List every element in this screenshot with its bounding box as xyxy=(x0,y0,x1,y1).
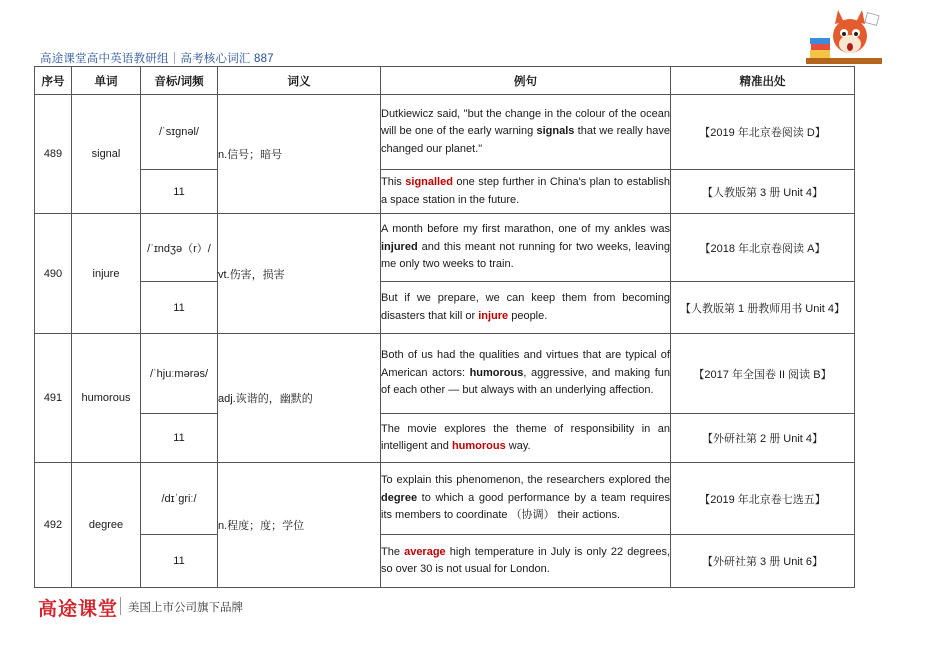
entry-phonetic: /ˈhjuːmərəs/ xyxy=(141,334,218,414)
example-sentence: The average high temperature in July is only 22 degrees, so over 30 is not usual for London. xyxy=(381,535,671,588)
column-header: 词义 xyxy=(218,67,381,95)
column-header: 单词 xyxy=(72,67,141,95)
example-sentence: Dutkiewicz said, "but the change in the colour of the ocean will be one of the early warning signals that we really have changed our planet." xyxy=(381,95,671,170)
table-row xyxy=(35,334,855,414)
table-header-row xyxy=(35,67,855,95)
column-header: 音标/词频 xyxy=(141,67,218,95)
table-row xyxy=(35,170,855,214)
mascot-illustration xyxy=(806,8,882,72)
table-row xyxy=(35,535,855,588)
keyword-highlight: injure xyxy=(478,309,509,322)
entry-word: signal xyxy=(72,95,141,214)
entry-meaning: n.程度；度；学位 xyxy=(218,463,381,588)
example-source: 【人教版第 1 册教师用书 Unit 4】 xyxy=(671,282,855,334)
example-sentence: Both of us had the qualities and virtues that are typical of American actors: humorous, aggressive, and making fun of each other — but always with an underlying affection. xyxy=(381,334,671,414)
brand-tagline: 美国上市公司旗下品牌 xyxy=(128,602,243,614)
entry-frequency: 11 xyxy=(141,282,218,334)
table-row xyxy=(35,214,855,282)
keyword: signals xyxy=(536,125,575,138)
entry-number: 492 xyxy=(35,463,72,588)
keyword-highlight: humorous xyxy=(451,440,506,452)
entry-meaning: adj.诙谐的，幽默的 xyxy=(218,334,381,463)
column-header: 例句 xyxy=(381,67,671,95)
entry-meaning: n.信号；暗号 xyxy=(218,95,381,214)
keyword: humorous xyxy=(469,366,524,379)
entry-phonetic: /ˈɪndʒə（r）/ xyxy=(141,214,218,282)
example-source: 【2018 年北京卷阅读 A】 xyxy=(671,214,855,282)
table-row xyxy=(35,95,855,170)
column-header: 精准出处 xyxy=(671,67,855,95)
keyword-highlight: signalled xyxy=(405,176,453,188)
column-header: 序号 xyxy=(35,67,72,95)
vocabulary-table xyxy=(34,66,855,588)
entry-number: 490 xyxy=(35,214,72,334)
table-row xyxy=(35,414,855,463)
example-source: 【外研社第 3 册 Unit 6】 xyxy=(671,535,855,588)
entry-word: injure xyxy=(72,214,141,334)
example-sentence: The movie explores the theme of responsibility in an intelligent and humorous way. xyxy=(381,414,671,463)
entry-word: humorous xyxy=(72,334,141,463)
example-source: 【2017 年全国卷 II 阅读 B】 xyxy=(671,334,855,414)
entry-meaning: vt.伤害，损害 xyxy=(218,214,381,334)
table-row xyxy=(35,282,855,334)
entry-phonetic: /dɪˈɡriː/ xyxy=(141,463,218,535)
entry-number: 489 xyxy=(35,95,72,214)
keyword: degree xyxy=(381,491,418,504)
entry-frequency: 11 xyxy=(141,535,218,588)
example-sentence: This signalled one step further in China's plan to establish a space station in the future. xyxy=(381,170,671,214)
entry-number: 491 xyxy=(35,334,72,463)
entry-frequency: 11 xyxy=(141,170,218,214)
example-source: 【2019 年北京卷阅读 D】 xyxy=(671,95,855,170)
keyword-highlight: average xyxy=(404,545,446,558)
example-source: 【外研社第 2 册 Unit 4】 xyxy=(671,414,855,463)
table-row xyxy=(35,463,855,535)
page-header-title: 高途课堂高中英语教研组｜高考核心词汇 887 xyxy=(40,53,274,65)
example-source: 【人教版第 3 册 Unit 4】 xyxy=(671,170,855,214)
entry-frequency: 11 xyxy=(141,414,218,463)
example-source: 【2019 年北京卷七选五】 xyxy=(671,463,855,535)
example-sentence: A month before my first marathon, one of my ankles was injured and this meant not running for two weeks, leaving me only two weeks to train. xyxy=(381,214,671,282)
brand-logo: 高途课堂 xyxy=(38,598,119,620)
example-sentence: To explain this phenomenon, the researchers explored the degree to which a good performance by a team requires its members to coordinate （协调） their actions. xyxy=(381,463,671,535)
entry-phonetic: /ˈsɪɡnəl/ xyxy=(141,95,218,170)
example-sentence: But if we prepare, we can keep them from becoming disasters that kill or injure people. xyxy=(381,282,671,334)
footer-divider xyxy=(120,597,121,615)
keyword: injured xyxy=(381,240,418,253)
entry-word: degree xyxy=(72,463,141,588)
